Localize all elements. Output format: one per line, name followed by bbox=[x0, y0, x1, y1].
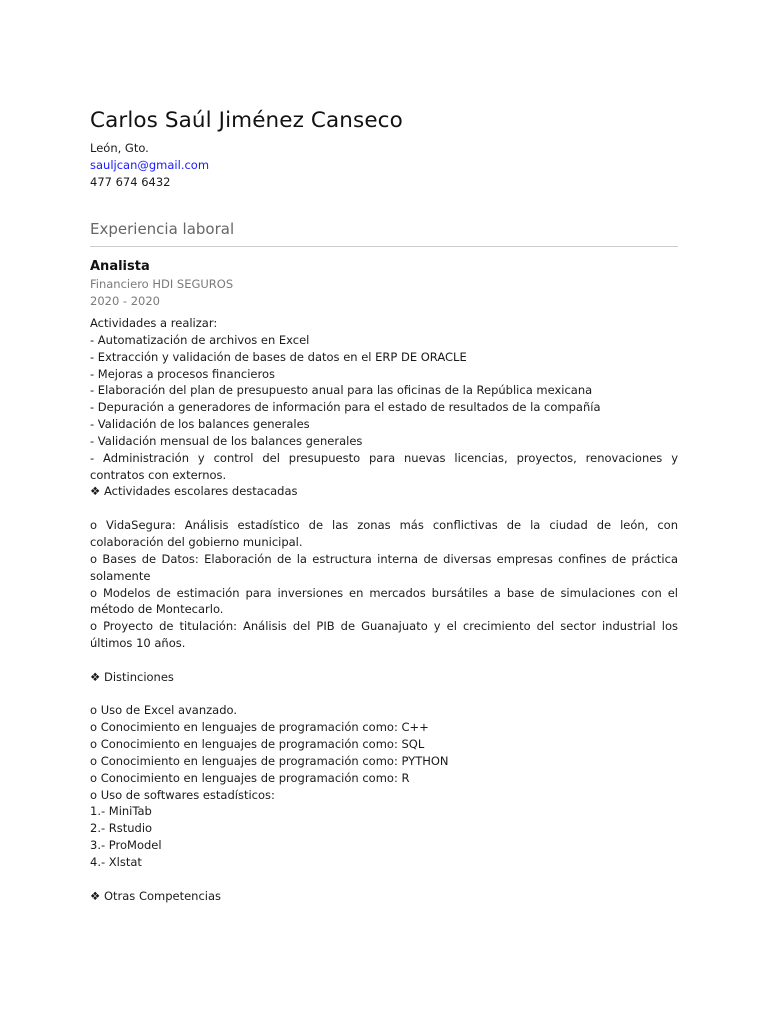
description-line: ❖ Distinciones bbox=[90, 669, 174, 684]
description-line: o Conocimiento en lenguajes de programación como: PYTHON bbox=[90, 753, 449, 768]
description-line: 4.- Xlstat bbox=[90, 855, 142, 869]
description-line bbox=[90, 686, 678, 703]
description-line: - Mejoras a procesos financieros bbox=[90, 366, 276, 381]
description-line: ❖ Actividades escolares destacadas bbox=[90, 484, 298, 499]
description-line: - Automatización de archivos en Excel bbox=[90, 332, 310, 347]
candidate-name: Carlos Saúl Jiménez Canseco bbox=[90, 108, 403, 133]
description-line: o Uso de softwares estadísticos: bbox=[90, 787, 275, 802]
description-line: 3.- ProModel bbox=[90, 838, 162, 853]
description-line: - Administración y control del presupuesto para nuevas licencias, proyectos, renovaciones y contratos con externos. bbox=[90, 450, 678, 482]
phone-text: 477 674 6432 bbox=[90, 175, 171, 189]
description-line bbox=[90, 500, 678, 517]
contact-block bbox=[90, 140, 678, 191]
job-meta bbox=[90, 276, 678, 310]
description-line: - Extracción y validación de bases de datos en el ERP DE ORACLE bbox=[90, 349, 467, 364]
description-line: 1.- MiniTab bbox=[90, 804, 152, 819]
location-text: León, Gto. bbox=[90, 141, 149, 155]
description-line: o Conocimiento en lenguajes de programación como: R bbox=[90, 770, 410, 785]
job-entry bbox=[90, 258, 678, 905]
description-line: - Elaboración del plan de presupuesto anual para las oficinas de la República mexicana bbox=[90, 383, 593, 398]
description-line: 2.- Rstudio bbox=[90, 821, 153, 836]
email-link[interactable]: sauljcan@gmail.com bbox=[90, 158, 210, 172]
description-line: o Conocimiento en lenguajes de programación como: SQL bbox=[90, 737, 425, 752]
job-company: Financiero HDI SEGUROS bbox=[90, 277, 234, 291]
description-line: o Conocimiento en lenguajes de programación como: C++ bbox=[90, 720, 429, 735]
description-line: - Validación mensual de los balances generales bbox=[90, 433, 363, 448]
job-title: Analista bbox=[90, 259, 150, 274]
description-line: o Uso de Excel avanzado. bbox=[90, 703, 238, 718]
description-line: o Proyecto de titulación: Análisis del PIB de Guanajuato y el crecimiento del sector industrial los últimos 10 años. bbox=[90, 619, 678, 651]
description-line: - Depuración a generadores de información para el estado de resultados de la compañía bbox=[90, 400, 601, 415]
description-line: ❖ Otras Competencias bbox=[90, 888, 222, 903]
description-line bbox=[90, 652, 678, 669]
description-line: Actividades a realizar: bbox=[90, 316, 218, 330]
description-line: - Validación de los balances generales bbox=[90, 417, 310, 432]
description-line bbox=[90, 871, 678, 888]
description-line: o VidaSegura: Análisis estadístico de las zonas más conflictivas de la ciudad de león, con colaboración del gobierno municipal. bbox=[90, 518, 678, 549]
job-description bbox=[90, 315, 678, 905]
resume-page bbox=[90, 106, 678, 905]
section-title-experience: Experiencia laboral bbox=[90, 218, 678, 247]
job-dates: 2020 - 2020 bbox=[90, 294, 160, 308]
description-line: o Bases de Datos: Elaboración de la estructura interna de diversas empresas confines de práctica solamente bbox=[90, 551, 678, 583]
description-line: o Modelos de estimación para inversiones en mercados bursátiles a base de simulaciones con el método de Montecarlo. bbox=[90, 585, 678, 617]
